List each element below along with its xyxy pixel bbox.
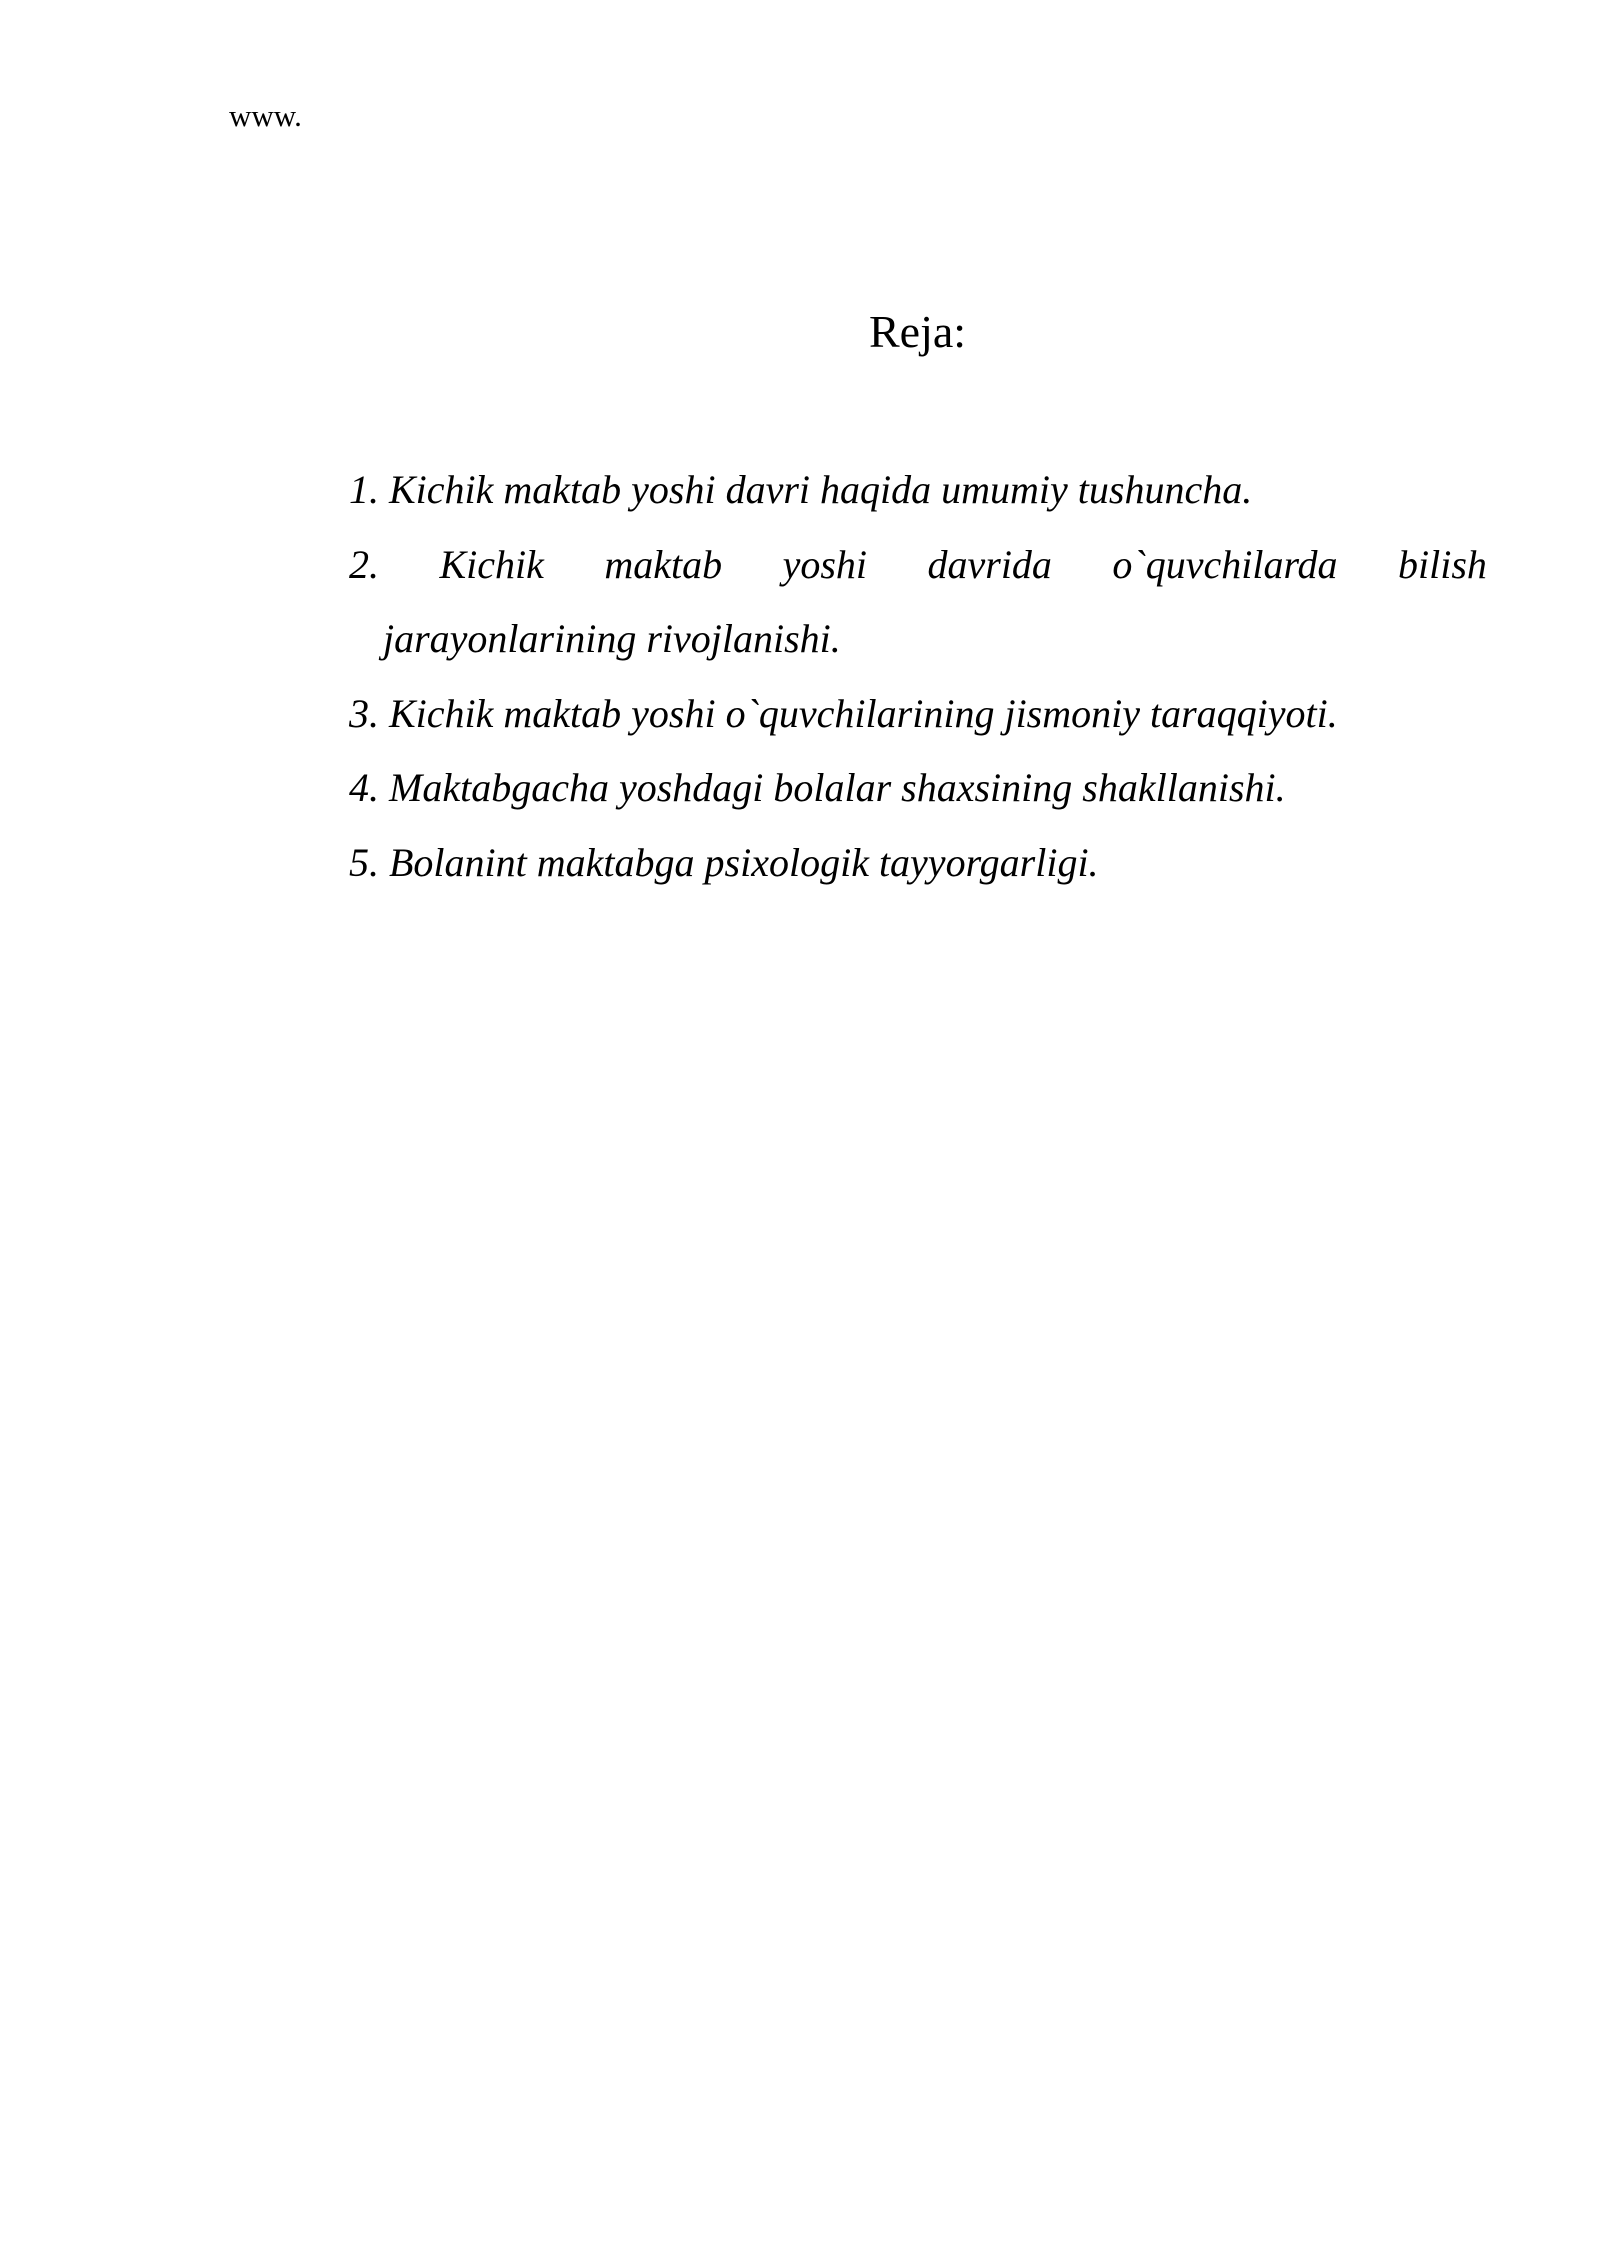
- plan-item-4: 4. Maktabgacha yoshdagi bolalar shaxsining shakllanishi.: [349, 765, 1286, 810]
- plan-item-2-line-1: [349, 528, 1487, 603]
- plan-item-2-word: maktab: [604, 541, 723, 587]
- plan-item-2-word: davrida: [927, 541, 1052, 587]
- plan-item-2-line-2: jarayonlarining rivojlanishi.: [383, 616, 841, 661]
- plan-item-2-word: Kichik: [439, 541, 544, 587]
- header-text: www.: [229, 98, 302, 133]
- plan-item-2-word: yoshi: [782, 541, 868, 587]
- plan-item-5: 5. Bolanint maktabga psixologik tayyorgarligi.: [349, 839, 1099, 885]
- plan-item-2-word: 2.: [349, 541, 379, 587]
- plan-item-1: 1. Kichik maktab yoshi davri haqida umumiy tushuncha.: [349, 467, 1253, 512]
- page-title: Reja:: [869, 306, 967, 357]
- plan-item-3: 3. Kichik maktab yoshi o`quvchilarining jismoniy taraqqiyoti.: [349, 690, 1338, 736]
- plan-item-2-word: o`quvchilarda: [1112, 541, 1338, 587]
- plan-item-2: [349, 528, 1487, 677]
- plan-item-2-word: bilish: [1398, 541, 1487, 587]
- plan-list: [349, 453, 1487, 900]
